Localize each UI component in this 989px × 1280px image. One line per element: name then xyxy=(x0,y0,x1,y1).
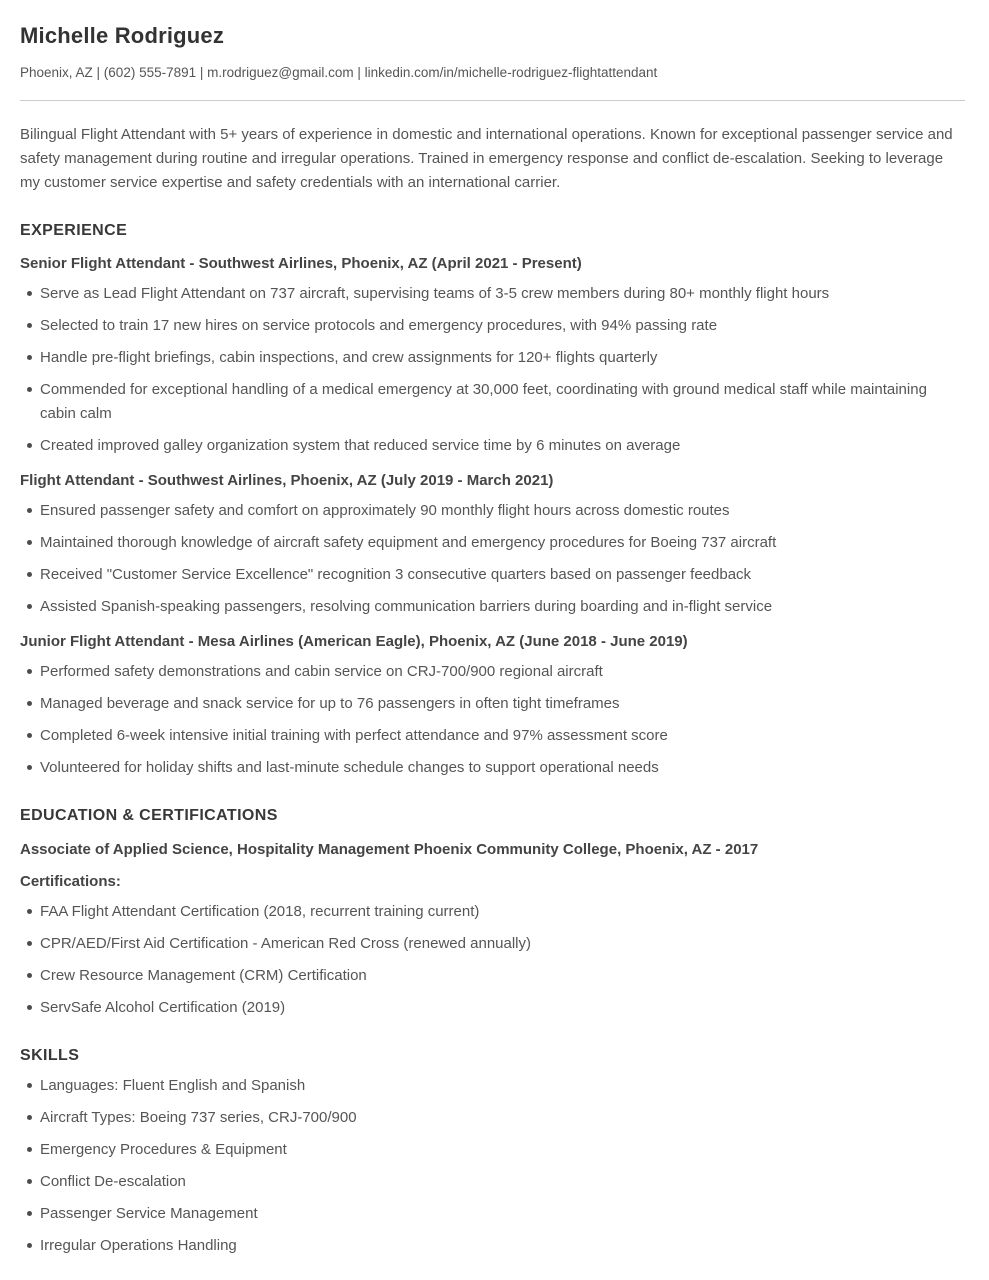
header-divider xyxy=(20,100,965,101)
bullet-item: ServSafe Alcohol Certification (2019) xyxy=(20,996,965,1020)
job-bullets xyxy=(20,499,965,619)
bullet-item: Managed beverage and snack service for up to 76 passengers in often tight timeframes xyxy=(20,692,965,716)
bullet-item: Conflict De-escalation xyxy=(20,1170,965,1194)
bullet-item: Handle pre-flight briefings, cabin inspections, and crew assignments for 120+ flights quarterly xyxy=(20,346,965,370)
section-title-education: EDUCATION & CERTIFICATIONS xyxy=(20,807,278,824)
degree-line: Associate of Applied Science, Hospitality Management Phoenix Community College, Phoenix, AZ - 2017 xyxy=(20,841,759,858)
bullet-item: Received "Customer Service Excellence" recognition 3 consecutive quarters based on passenger feedback xyxy=(20,563,965,587)
bullet-item: Selected to train 17 new hires on service protocols and emergency procedures, with 94% passing rate xyxy=(20,314,965,338)
section-title-experience: EXPERIENCE xyxy=(20,222,128,239)
job-title-senior-flight-attendant: Senior Flight Attendant - Southwest Airlines, Phoenix, AZ (April 2021 - Present) xyxy=(20,255,582,272)
bullet-item: Ensured passenger safety and comfort on approximately 90 monthly flight hours across domestic routes xyxy=(20,499,965,523)
bullet-item: Aircraft Types: Boeing 737 series, CRJ-700/900 xyxy=(20,1106,965,1130)
skills-bullets xyxy=(20,1074,965,1258)
bullet-item: Emergency Procedures & Equipment xyxy=(20,1138,965,1162)
certifications-label: Certifications: xyxy=(20,873,121,890)
bullet-item: Serve as Lead Flight Attendant on 737 aircraft, supervising teams of 3-5 crew members during 80+ monthly flight hours xyxy=(20,282,965,306)
bullet-item: Crew Resource Management (CRM) Certification xyxy=(20,964,965,988)
bullet-item: Completed 6-week intensive initial training with perfect attendance and 97% assessment score xyxy=(20,724,965,748)
bullet-item: Created improved galley organization system that reduced service time by 6 minutes on average xyxy=(20,434,965,458)
bullet-item: Commended for exceptional handling of a medical emergency at 30,000 feet, coordinating with ground medical staff while maintaining cabin calm xyxy=(20,378,965,426)
job-bullets xyxy=(20,282,965,458)
candidate-name: Michelle Rodriguez xyxy=(20,23,225,48)
bullet-item: Performed safety demonstrations and cabin service on CRJ-700/900 regional aircraft xyxy=(20,660,965,684)
job-title-junior-flight-attendant: Junior Flight Attendant - Mesa Airlines (American Eagle), Phoenix, AZ (June 2018 - June 2019) xyxy=(20,633,688,650)
bullet-item: Assisted Spanish-speaking passengers, resolving communication barriers during boarding and in-flight service xyxy=(20,595,965,619)
bullet-item: Maintained thorough knowledge of aircraft safety equipment and emergency procedures for Boeing 737 aircraft xyxy=(20,531,965,555)
bullet-item: Languages: Fluent English and Spanish xyxy=(20,1074,965,1098)
bullet-item: CPR/AED/First Aid Certification - American Red Cross (renewed annually) xyxy=(20,932,965,956)
contact-line: Phoenix, AZ | (602) 555-7891 | m.rodriguez@gmail.com | linkedin.com/in/michelle-rodriguez-flightattendant xyxy=(20,65,658,80)
job-bullets xyxy=(20,660,965,780)
section-title-skills: SKILLS xyxy=(20,1047,80,1064)
bullet-item: FAA Flight Attendant Certification (2018, recurrent training current) xyxy=(20,900,965,924)
job-title-flight-attendant: Flight Attendant - Southwest Airlines, Phoenix, AZ (July 2019 - March 2021) xyxy=(20,472,554,489)
summary-paragraph: Bilingual Flight Attendant with 5+ years of experience in domestic and international operations. Known for exceptional passenger service and safety management during routine and irregular operations. Trained in emergency response and conflict de-escalation. Seeking to leverage my customer service expertise and safety credentials with an international carrier. xyxy=(20,126,953,191)
certification-bullets xyxy=(20,900,965,1020)
bullet-item: Irregular Operations Handling xyxy=(20,1234,965,1258)
bullet-item: Passenger Service Management xyxy=(20,1202,965,1226)
bullet-item: Volunteered for holiday shifts and last-minute schedule changes to support operational needs xyxy=(20,756,965,780)
